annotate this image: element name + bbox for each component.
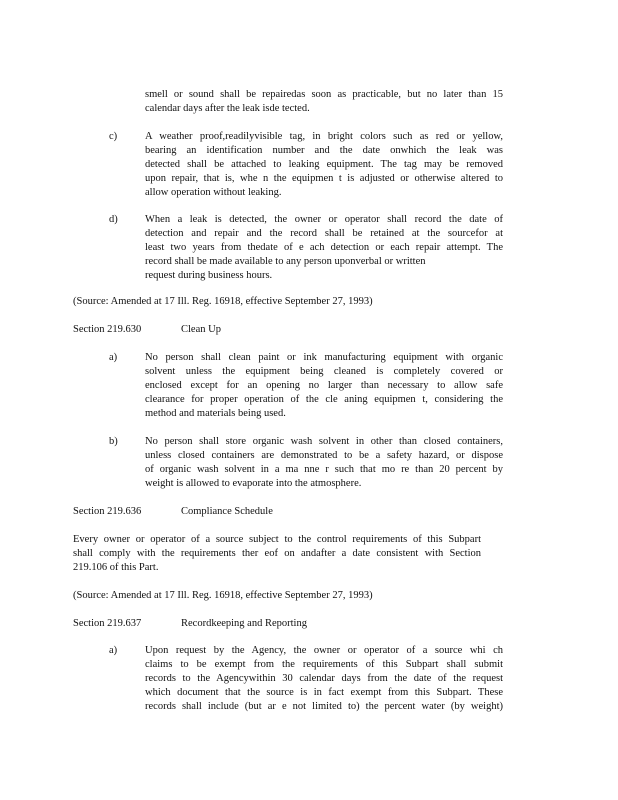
text-line: method and materials being used. — [145, 408, 286, 419]
text-line: which document that the source is in fact exempt from this Subpart. These — [145, 687, 503, 698]
text-line: claims to be exempt from the requirements of this Subpart shall submit — [145, 659, 503, 670]
item-label-c: c) — [109, 131, 118, 142]
item-label-b: b) — [109, 436, 118, 447]
section-heading-636 — [73, 505, 273, 519]
text-line: records to the Agencywithin 30 calendar days from the date of the request — [145, 673, 503, 684]
source-text: (Source: Amended at 17 Ill. Reg. 16918, effective September 27, 1993) — [73, 296, 373, 307]
section-number: Section 219.636 — [73, 506, 142, 517]
text-line: of organic wash solvent in a ma nne r such that mo re than 20 percent by — [145, 464, 503, 475]
text-line: clearance for proper operation of the cle aning equipmen t, considering the — [145, 394, 503, 405]
item-label-d: d) — [109, 214, 118, 225]
item-c-paragraph — [145, 130, 503, 200]
source-note — [73, 589, 481, 603]
text-line: weight is allowed to evaporate into the atmosphere. — [145, 478, 362, 489]
text-line: allow operation without leaking. — [145, 187, 282, 198]
text-line: No person shall clean paint or ink manufacturing equipment with organic — [145, 352, 503, 363]
text-line: request during business hours. — [145, 270, 273, 281]
item-label-a: a) — [109, 352, 118, 363]
text-line: When a leak is detected, the owner or operator shall record the date of — [145, 214, 503, 225]
section-630-item-b — [145, 435, 503, 491]
text-line: record shall be made available to any person uponverbal or written — [145, 256, 426, 267]
section-title: Recordkeeping and Reporting — [181, 618, 307, 629]
item-label-a: a) — [109, 645, 118, 656]
text-line: detection and repair and the record shall be retained at the sourcefor at — [145, 228, 503, 239]
section-630-item-a — [145, 351, 503, 421]
text-line: upon repair, that is, whe n the equipmen t is adjusted or otherwise altered to — [145, 173, 503, 184]
text-line: 219.106 of this Part. — [73, 562, 159, 573]
text-line: enclosed except for an opening no larger than necessary to allow safe — [145, 380, 503, 391]
section-heading-630 — [73, 323, 221, 337]
section-heading-637 — [73, 617, 307, 631]
text-line: No person shall store organic wash solvent in other than closed containers, — [145, 436, 503, 447]
text-line: detected shall be attached to leaking equipment. The tag may be removed — [145, 159, 503, 170]
section-title: Compliance Schedule — [181, 506, 273, 517]
continuation-paragraph — [145, 88, 503, 116]
section-number: Section 219.637 — [73, 618, 142, 629]
text-line: Every owner or operator of a source subject to the control requirements of this Subpart — [73, 534, 481, 545]
text-line: bearing an identification number and the date onwhich the leak was — [145, 145, 503, 156]
text-line: least two years from thedate of e ach detection or each repair attempt. The — [145, 242, 503, 253]
item-d-paragraph — [145, 213, 503, 283]
text-line: smell or sound shall be repairedas soon as practicable, but no later than 15 — [145, 89, 503, 100]
section-637-item-a — [145, 644, 503, 714]
source-note — [73, 295, 481, 309]
section-636-paragraph — [73, 533, 481, 575]
text-line: shall comply with the requirements ther eof on andafter a date consistent with Section — [73, 548, 481, 559]
text-line: A weather proof,readilyvisible tag, in bright colors such as red or yellow, — [145, 131, 503, 142]
section-number: Section 219.630 — [73, 324, 142, 335]
text-line: calendar days after the leak isde tected. — [145, 103, 310, 114]
text-line: Upon request by the Agency, the owner or operator of a source whi ch — [145, 645, 503, 656]
section-title: Clean Up — [181, 324, 221, 335]
text-line: records shall include (but ar e not limited to) the percent water (by weight) — [145, 701, 503, 712]
source-text: (Source: Amended at 17 Ill. Reg. 16918, effective September 27, 1993) — [73, 590, 373, 601]
text-line: unless closed containers are demonstrated to be a safety hazard, or dispose — [145, 450, 503, 461]
text-line: solvent unless the equipment being cleaned is completely covered or — [145, 366, 503, 377]
